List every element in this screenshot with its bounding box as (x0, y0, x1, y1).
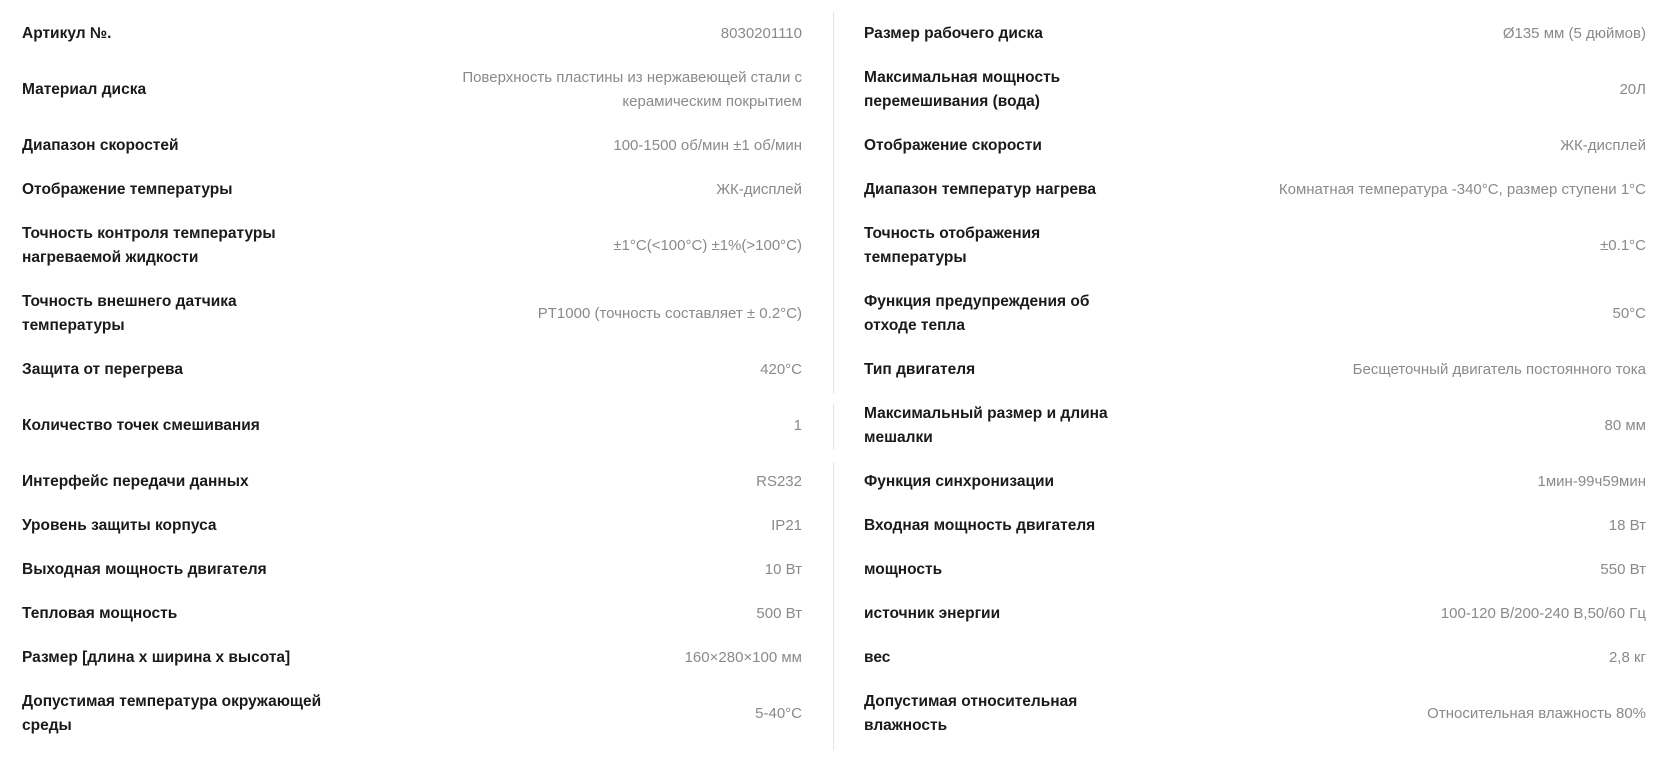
spec-row (864, 680, 1646, 748)
spec-row (22, 592, 802, 636)
spec-row (22, 280, 802, 348)
spec-value: 80 мм (1604, 417, 1646, 434)
spec-row (22, 212, 802, 280)
spec-label: Артикул №. (22, 25, 112, 42)
spec-row (22, 548, 802, 592)
spec-row (22, 504, 802, 548)
spec-value: Бесщеточный двигатель постоянного тока (1352, 361, 1646, 378)
spec-label: Допустимая относительная влажность (864, 693, 1078, 734)
spec-value: ЖК-дисплей (1560, 137, 1646, 154)
spec-row (864, 56, 1646, 124)
spec-row (864, 12, 1646, 56)
spec-column-right (864, 12, 1646, 748)
spec-row (864, 392, 1646, 460)
spec-value: 1мин-99ч59мин (1537, 473, 1646, 490)
spec-label: Выходная мощность двигателя (22, 561, 267, 578)
spec-row (864, 212, 1646, 280)
spec-value: 2,8 кг (1608, 649, 1646, 666)
spec-value: 20Л (1619, 81, 1646, 98)
spec-value: 100-1500 об/мин ±1 об/мин (613, 137, 802, 154)
spec-value: 550 Вт (1600, 561, 1646, 578)
spec-label: Тепловая мощность (22, 605, 178, 622)
spec-row (864, 280, 1646, 348)
spec-value: 10 Вт (764, 561, 802, 578)
spec-label: Диапазон температур нагрева (864, 181, 1097, 198)
spec-label: Точность отображения температуры (864, 225, 1041, 266)
spec-label: вес (864, 649, 891, 666)
spec-row (864, 636, 1646, 680)
spec-row (22, 348, 802, 392)
spec-value: Относительная влажность 80% (1427, 705, 1646, 722)
spec-value: ±1°C(<100°C) ±1%(>100°C) (613, 237, 802, 254)
spec-label: Материал диска (22, 81, 147, 98)
spec-label: Тип двигателя (864, 361, 976, 378)
spec-label: Уровень защиты корпуса (22, 517, 217, 534)
spec-row (864, 504, 1646, 548)
spec-value: ЖК-дисплей (716, 181, 802, 198)
spec-label: Размер рабочего диска (864, 25, 1043, 42)
spec-row (864, 592, 1646, 636)
spec-label: Отображение температуры (22, 181, 233, 198)
spec-value: 500 Вт (756, 605, 802, 622)
spec-value: 8030201110 (720, 25, 802, 42)
spec-value: 100-120 В/200-240 В,50/60 Гц (1440, 605, 1646, 622)
spec-column-left (22, 12, 802, 748)
spec-value: 5-40°C (755, 705, 802, 722)
spec-value: ±0.1°C (1600, 237, 1646, 254)
spec-row (22, 680, 802, 748)
spec-label: Функция предупреждения об отходе тепла (864, 293, 1090, 334)
spec-label: Количество точек смешивания (22, 417, 260, 434)
spec-row (22, 56, 802, 124)
spec-label: Точность контроля температуры нагреваемой жидкости (22, 225, 276, 266)
spec-value: Поверхность пластины из нержавеющей стали с керамическим покрытием (462, 69, 802, 110)
spec-row (22, 636, 802, 680)
spec-row (22, 124, 802, 168)
spec-label: Отображение скорости (864, 137, 1042, 154)
spec-value: 50°C (1612, 305, 1646, 322)
spec-value: 18 Вт (1608, 517, 1646, 534)
spec-row (864, 168, 1646, 212)
spec-label: мощность (864, 561, 943, 578)
spec-value: IP21 (771, 517, 802, 534)
spec-row (22, 12, 802, 56)
spec-value: Ø135 мм (5 дюймов) (1502, 25, 1646, 42)
spec-value: 1 (793, 417, 802, 434)
spec-value: PT1000 (точность составляет ± 0.2°C) (537, 305, 802, 322)
spec-label: Входная мощность двигателя (864, 517, 1096, 534)
spec-label: Размер [длина x ширина x высота] (22, 649, 291, 666)
spec-label: источник энергии (864, 605, 1001, 622)
spec-row (864, 348, 1646, 392)
spec-label: Защита от перегрева (22, 361, 183, 378)
spec-label: Максимальный размер и длина мешалки (864, 405, 1108, 446)
spec-value: 420°C (760, 361, 802, 378)
spec-value: Комнатная температура -340°C, размер ступени 1°C (1278, 181, 1646, 198)
column-divider-bottom (833, 462, 834, 750)
spec-label: Точность внешнего датчика температуры (22, 293, 237, 334)
spec-row (864, 460, 1646, 504)
spec-label: Максимальная мощность перемешивания (вода) (864, 69, 1061, 110)
spec-label: Допустимая температура окружающей среды (22, 693, 322, 734)
spec-row (22, 392, 802, 460)
spec-row (22, 460, 802, 504)
spec-row (22, 168, 802, 212)
column-divider-middle (833, 404, 834, 450)
spec-label: Диапазон скоростей (22, 137, 179, 154)
spec-label: Интерфейс передачи данных (22, 473, 249, 490)
spec-value: 160×280×100 мм (684, 649, 802, 666)
spec-row (864, 548, 1646, 592)
spec-value: RS232 (756, 473, 802, 490)
spec-row (864, 124, 1646, 168)
column-divider-top (833, 12, 834, 394)
spec-label: Функция синхронизации (864, 473, 1055, 490)
